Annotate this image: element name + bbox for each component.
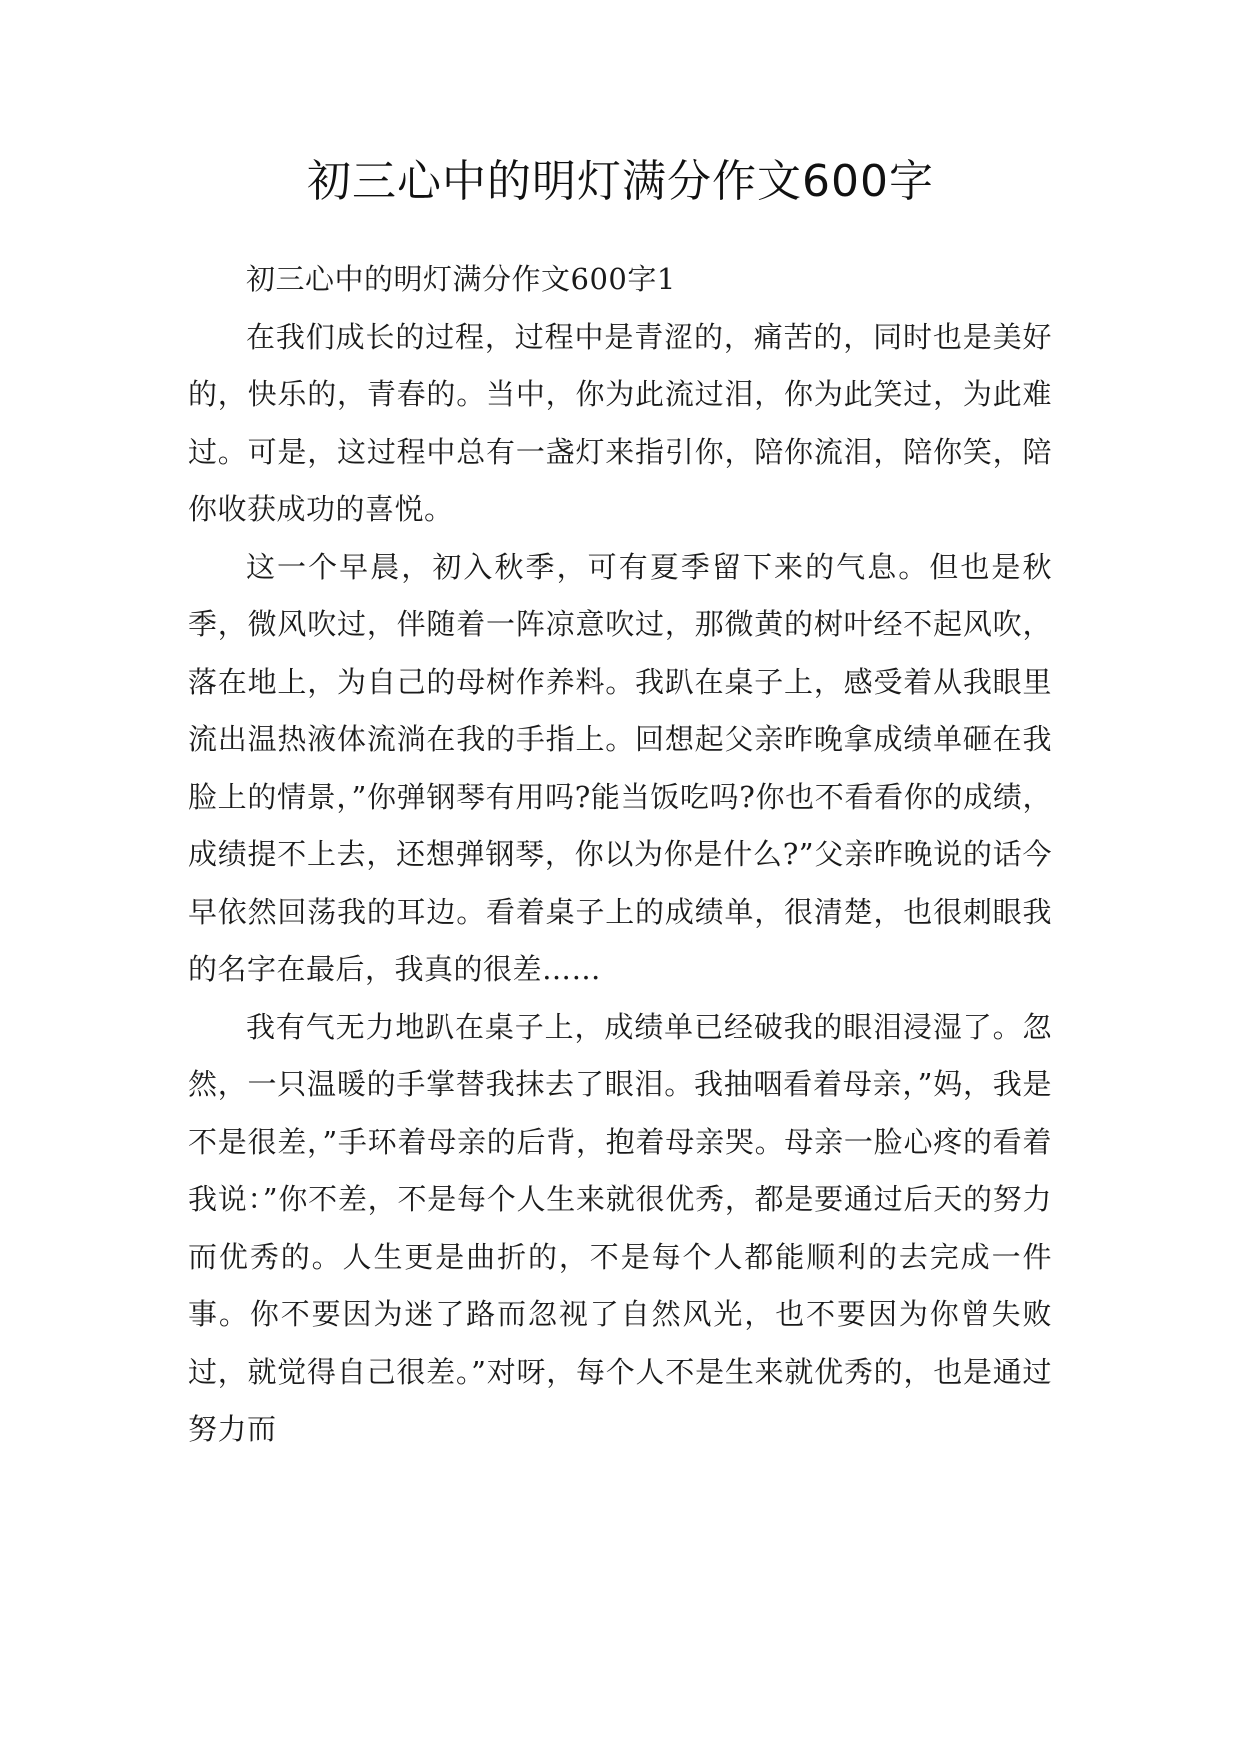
section-heading: 初三心中的明灯满分作文600字1 — [246, 262, 676, 296]
paragraph-1: 在我们成长的过程，过程中是青涩的，痛苦的，同时也是美好的，快乐的，青春的。当中，你为此流过泪，你为此笑过，为此难过。可是，这过程中总有一盏灯来指引你，陪你流泪，陪你笑，陪你收获成功的喜悦。 — [188, 319, 1052, 526]
document-title: 初三心中的明灯满分作文600字 — [307, 156, 934, 207]
paragraph-2: 这一个早晨，初入秋季，可有夏季留下来的气息。但也是秋季，微风吹过，伴随着一阵凉意吹过，那微黄的树叶经不起风吹，落在地上，为自己的母树作养料。我趴在桌子上，感受着从我眼里流出温热液体流淌在我的手指上。回想起父亲昨晚拿成绩单砸在我脸上的情景，”你弹钢琴有用吗?能当饭吃吗?你也不看看你的成绩，成绩提不上去，还想弹钢琴，你以为你是什么?”父亲昨晚说的话今早依然回荡我的耳边。看着桌子上的成绩单，很清楚，也很刺眼我的名字在最后，我真的很差…… — [188, 549, 1052, 986]
paragraph-3: 我有气无力地趴在桌子上，成绩单已经破我的眼泪浸湿了。忽然，一只温暖的手掌替我抹去了眼泪。我抽咽看着母亲，”妈，我是不是很差，”手环着母亲的后背，抱着母亲哭。母亲一脸心疼的看着我说：”你不差，不是每个人生来就很优秀，都是要通过后天的努力而优秀的。人生更是曲折的，不是每个人都能顺利的去完成一件事。你不要因为迷了路而忽视了自然风光，也不要因为你曾失败过，就觉得自己很差。”对呀，每个人不是生来就优秀的，也是通过努力而 — [188, 1009, 1052, 1446]
document-body — [188, 251, 1052, 1459]
